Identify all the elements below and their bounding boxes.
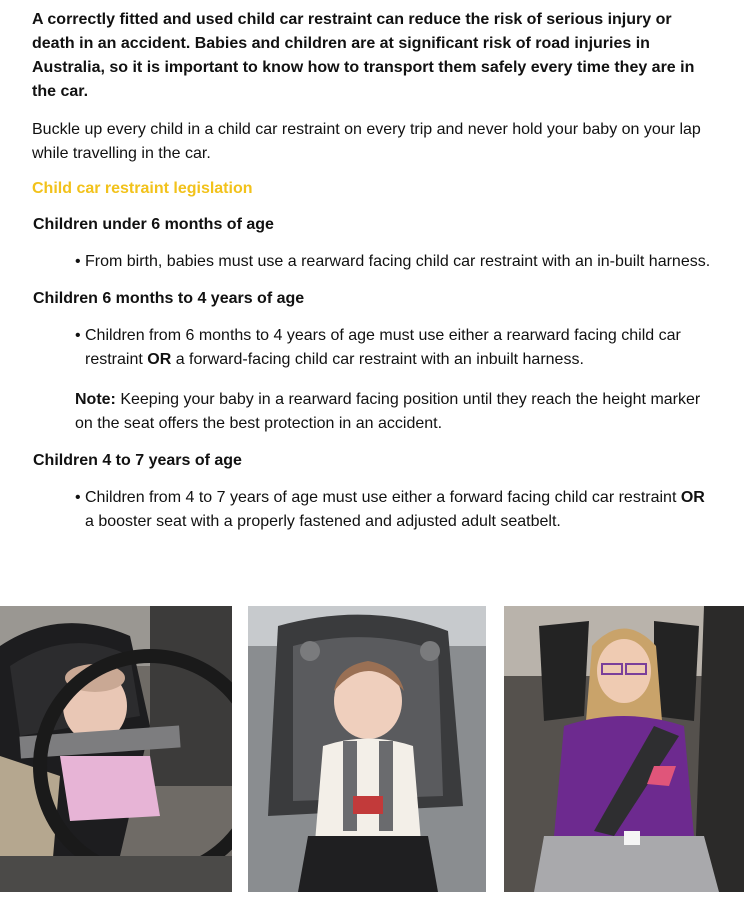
note-paragraph: [75, 388, 714, 436]
photo-row: [0, 606, 744, 896]
bullet-text: Children from 6 months to 4 years of age must use either a rearward facing child car restraint: [85, 327, 681, 368]
bullet-text: Children from 4 to 7 years of age must use either a forward facing child car restraint: [85, 489, 681, 506]
toddler-seat-photo: [248, 606, 486, 892]
booster-seat-photo: [504, 606, 744, 892]
4-to-7-years-bullet: [75, 486, 714, 534]
note-text: Keeping your baby in a rearward facing position until they reach the height marker on the seat offers the best protection in an accident.: [75, 391, 701, 432]
note-label: Note:: [75, 391, 116, 408]
under-6-months-bullet: • From birth, babies must use a rearward facing child car restraint with an in-built harness.: [75, 250, 714, 274]
lead-paragraph: Buckle up every child in a child car restraint on every trip and never hold your baby on your lap while travelling in the car.: [32, 121, 701, 162]
intro-paragraph: A correctly fitted and used child car restraint can reduce the risk of serious injury or death in an accident. Babies and children are at significant risk of road injuries in Australia, so it is important to know how to transport them safely every time they are in the car.: [32, 11, 695, 100]
or-emphasis: OR: [680, 489, 705, 506]
6-months-4-years-bullet: [75, 324, 714, 372]
or-emphasis: OR: [147, 351, 172, 368]
legislation-heading: Child car restraint legislation: [32, 180, 253, 197]
bullet-text: a booster seat with a properly fastened and adjusted adult seatbelt.: [85, 513, 561, 530]
4-to-7-years-heading: Children 4 to 7 years of age: [33, 452, 242, 469]
6-months-4-years-heading: Children 6 months to 4 years of age: [33, 290, 305, 307]
under-6-months-heading: Children under 6 months of age: [33, 216, 274, 233]
bullet-text: a forward-facing child car restraint with an inbuilt harness.: [171, 351, 584, 368]
baby-capsule-photo: [0, 606, 232, 892]
